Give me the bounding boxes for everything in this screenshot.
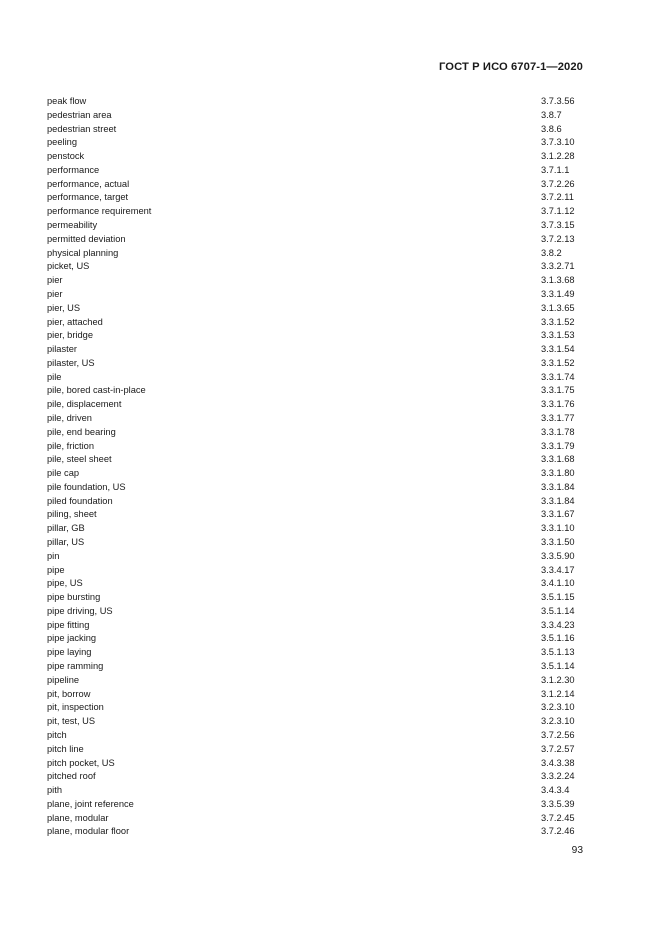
index-term: pith — [47, 785, 62, 796]
index-term: performance, actual — [47, 178, 130, 189]
index-reference: 3.3.1.49 — [541, 288, 575, 299]
index-reference: 3.7.2.56 — [541, 729, 575, 740]
index-entry — [47, 440, 584, 454]
index-term: pile, displacement — [47, 399, 122, 410]
index-entry — [47, 605, 584, 619]
index-entry — [47, 495, 584, 509]
index-reference: 3.7.3.56 — [541, 96, 575, 106]
index-reference: 3.5.1.14 — [541, 661, 575, 672]
index-term: pile cap — [47, 468, 80, 479]
index-entry — [47, 770, 584, 784]
index-reference: 3.3.5.90 — [541, 550, 575, 561]
index-entry — [47, 343, 584, 357]
index-reference: 3.3.1.74 — [541, 371, 575, 382]
index-reference: 3.7.3.10 — [541, 137, 575, 148]
index-reference: 3.3.1.78 — [541, 426, 575, 437]
index-term: pin — [47, 550, 60, 561]
index-reference: 3.7.2.57 — [541, 743, 575, 754]
index-entry — [47, 95, 584, 109]
index-term: pile — [47, 371, 62, 382]
index-reference: 3.7.2.26 — [541, 178, 575, 189]
index-entry — [47, 178, 584, 192]
index-term: pipe laying — [47, 647, 92, 658]
alphabetical-index — [47, 95, 584, 839]
index-reference: 3.3.1.52 — [541, 316, 575, 327]
index-reference: 3.3.2.24 — [541, 771, 575, 782]
index-term: pit, inspection — [47, 702, 104, 713]
index-entry — [47, 798, 584, 812]
index-entry — [47, 729, 584, 743]
index-entry — [47, 508, 584, 522]
index-entry — [47, 619, 584, 633]
index-reference: 3.7.2.45 — [541, 812, 575, 823]
index-reference: 3.3.1.53 — [541, 330, 575, 341]
index-entry — [47, 247, 584, 261]
index-term: pipeline — [47, 674, 80, 685]
index-term: pier, bridge — [47, 330, 93, 341]
index-term: penstock — [47, 151, 85, 162]
index-reference: 3.7.2.13 — [541, 233, 575, 244]
index-reference: 3.1.2.30 — [541, 674, 575, 685]
index-entry — [47, 398, 584, 412]
index-term: plane, joint reference — [47, 798, 134, 809]
index-entry — [47, 825, 584, 839]
index-term: piling, sheet — [47, 509, 97, 520]
index-entry — [47, 715, 584, 729]
index-reference: 3.8.6 — [541, 123, 562, 134]
index-entry — [47, 219, 584, 233]
index-entry — [47, 384, 584, 398]
index-entry — [47, 329, 584, 343]
index-entry — [47, 467, 584, 481]
index-entry — [47, 577, 584, 591]
index-term: peak flow — [47, 96, 87, 106]
index-entry — [47, 412, 584, 426]
standard-header: ГОСТ Р ИСО 6707-1—2020 — [439, 61, 583, 73]
index-term: performance requirement — [47, 206, 152, 217]
index-entry — [47, 536, 584, 550]
index-reference: 3.3.2.71 — [541, 261, 575, 272]
index-reference: 3.4.3.38 — [541, 757, 575, 768]
index-term: pipe ramming — [47, 661, 104, 672]
index-term: pipe bursting — [47, 592, 101, 603]
index-reference: 3.8.7 — [541, 109, 562, 120]
index-entry — [47, 136, 584, 150]
index-entry — [47, 481, 584, 495]
index-entry — [47, 426, 584, 440]
index-entry — [47, 564, 584, 578]
index-entry — [47, 812, 584, 826]
index-reference: 3.3.1.54 — [541, 344, 575, 355]
index-reference: 3.3.1.50 — [541, 537, 575, 547]
index-reference: 3.3.4.17 — [541, 564, 575, 575]
index-term: pile, driven — [47, 412, 92, 423]
index-entry — [47, 646, 584, 660]
index-reference: 3.3.1.79 — [541, 440, 575, 451]
index-term: pile foundation, US — [47, 481, 126, 492]
index-entry — [47, 632, 584, 646]
index-term: pilaster, US — [47, 357, 95, 368]
index-entry — [47, 109, 584, 123]
index-reference: 3.3.1.77 — [541, 412, 575, 423]
index-reference: 3.5.1.14 — [541, 605, 575, 616]
index-term: pit, test, US — [47, 716, 96, 727]
index-reference: 3.7.2.11 — [541, 192, 574, 203]
index-reference: 3.7.2.46 — [541, 826, 575, 837]
index-term: physical planning — [47, 247, 119, 258]
index-term: piled foundation — [47, 495, 113, 506]
index-entry — [47, 123, 584, 137]
index-term: pier, US — [47, 302, 81, 313]
index-entry — [47, 233, 584, 247]
index-entry — [47, 164, 584, 178]
index-term: pillar, GB — [47, 523, 85, 534]
index-term: pier — [47, 275, 63, 286]
index-term: pitch — [47, 729, 67, 740]
index-term: pitch line — [47, 743, 84, 754]
index-term: permitted deviation — [47, 233, 126, 244]
index-term: plane, modular — [47, 812, 109, 823]
index-term: pipe fitting — [47, 619, 90, 630]
index-entry — [47, 288, 584, 302]
index-reference: 3.1.2.28 — [541, 151, 575, 162]
index-term: pedestrian street — [47, 123, 117, 134]
index-reference: 3.7.1.12 — [541, 206, 575, 217]
index-reference: 3.1.3.68 — [541, 275, 575, 286]
index-term: pile, bored cast-in-place — [47, 385, 146, 396]
index-entry — [47, 674, 584, 688]
index-entry — [47, 260, 584, 274]
index-reference: 3.1.3.65 — [541, 302, 575, 313]
index-entry — [47, 357, 584, 371]
index-entry — [47, 701, 584, 715]
index-entry — [47, 522, 584, 536]
index-term: pile, friction — [47, 440, 95, 451]
index-term: pilaster — [47, 344, 77, 355]
index-entry — [47, 371, 584, 385]
index-term: pedestrian area — [47, 109, 112, 120]
index-reference: 3.7.3.15 — [541, 220, 575, 231]
index-term: pitch pocket, US — [47, 757, 115, 768]
index-term: performance, target — [47, 192, 129, 203]
index-reference: 3.7.1.1 — [541, 164, 570, 175]
index-term: pipe — [47, 564, 65, 575]
index-reference: 3.3.1.75 — [541, 385, 575, 396]
index-entry — [47, 191, 584, 205]
index-entry — [47, 550, 584, 564]
index-reference: 3.3.1.52 — [541, 357, 575, 368]
index-term: performance — [47, 164, 100, 175]
index-term: pit, borrow — [47, 688, 91, 699]
index-term: pipe jacking — [47, 633, 97, 644]
index-entry — [47, 784, 584, 798]
index-term: pier, attached — [47, 316, 103, 327]
index-reference: 3.2.3.10 — [541, 702, 575, 713]
index-entry — [47, 316, 584, 330]
index-entry — [47, 274, 584, 288]
index-entry — [47, 660, 584, 674]
index-reference: 3.3.1.84 — [541, 481, 575, 492]
index-entry — [47, 757, 584, 771]
page-number: 93 — [571, 845, 583, 856]
index-reference: 3.3.1.76 — [541, 399, 575, 410]
index-term: picket, US — [47, 261, 90, 272]
index-reference: 3.4.1.10 — [541, 578, 575, 589]
index-reference: 3.5.1.15 — [541, 592, 575, 603]
index-reference: 3.3.1.80 — [541, 468, 575, 479]
index-reference: 3.2.3.10 — [541, 716, 575, 727]
index-reference: 3.3.1.84 — [541, 495, 575, 506]
index-reference: 3.5.1.13 — [541, 647, 575, 658]
index-reference: 3.3.4.23 — [541, 619, 575, 630]
index-entry — [47, 688, 584, 702]
index-entry — [47, 591, 584, 605]
index-term: pipe driving, US — [47, 605, 113, 616]
index-term: permeability — [47, 220, 98, 231]
index-reference: 3.3.5.39 — [541, 798, 575, 809]
index-term: pile, steel sheet — [47, 454, 112, 465]
index-term: pillar, US — [47, 537, 85, 547]
index-reference: 3.3.1.68 — [541, 454, 575, 465]
index-term: plane, modular floor — [47, 826, 130, 837]
index-reference: 3.3.1.67 — [541, 509, 575, 520]
index-term: pile, end bearing — [47, 426, 116, 437]
index-reference: 3.8.2 — [541, 247, 562, 258]
index-entry — [47, 205, 584, 219]
index-entry — [47, 453, 584, 467]
index-term: pier — [47, 288, 63, 299]
index-reference: 3.5.1.16 — [541, 633, 575, 644]
index-term: peeling — [47, 137, 77, 148]
index-term: pitched roof — [47, 771, 96, 782]
index-reference: 3.3.1.10 — [541, 523, 575, 534]
index-entry — [47, 743, 584, 757]
index-reference: 3.4.3.4 — [541, 785, 570, 796]
index-entry — [47, 302, 584, 316]
index-term: pipe, US — [47, 578, 83, 589]
index-entry — [47, 150, 584, 164]
index-reference: 3.1.2.14 — [541, 688, 575, 699]
